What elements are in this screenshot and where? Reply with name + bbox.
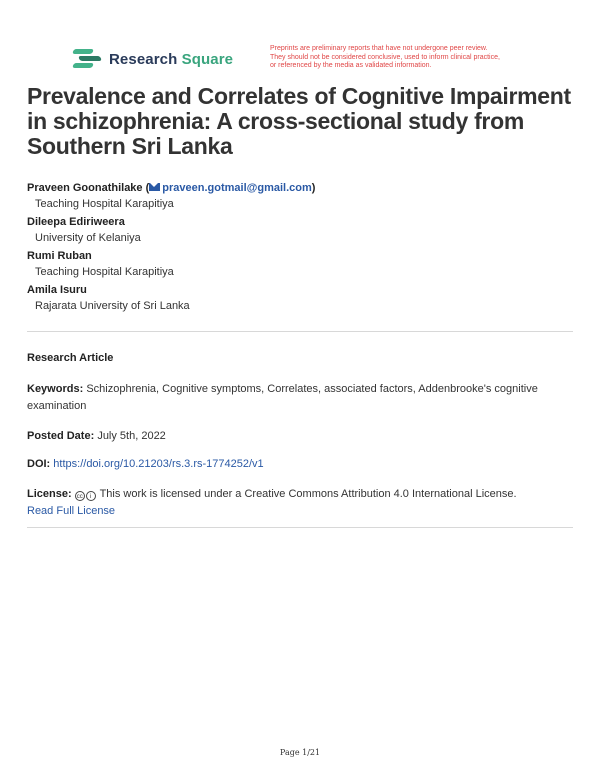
creative-commons-icon: cc: [75, 491, 85, 501]
author-item: Praveen Goonathilake ( praveen.gotmail@gmail.com) Teaching Hospital Karapitiya: [27, 180, 577, 213]
attribution-icon: i: [86, 491, 96, 501]
author-name: Praveen Goonathilake: [27, 182, 143, 194]
keywords: [27, 381, 573, 415]
author-item: [27, 214, 577, 247]
notice-line: Preprints are preliminary reports that have not undergone peer review.: [270, 45, 488, 52]
article-type: [27, 350, 573, 367]
keywords-label: Keywords:: [27, 383, 84, 395]
author-affiliation: Teaching Hospital Karapitiya: [35, 266, 174, 278]
license-text: This work is licensed under a Creative Commons Attribution 4.0 International License.: [99, 488, 517, 500]
author-name: Amila Isuru: [27, 284, 87, 296]
envelope-icon: [149, 183, 160, 191]
article-title: Prevalence and Correlates of Cognitive Impairment in schizophrenia: A cross-sectional study from Southern Sri Lanka: [27, 83, 571, 159]
doi-label: DOI:: [27, 458, 51, 470]
preprint-notice: [270, 45, 570, 71]
article-type-label: Research Article: [27, 352, 114, 364]
notice-line: or referenced by the media as validated information.: [270, 62, 432, 69]
license-label: License:: [27, 488, 72, 500]
author-affiliation: Teaching Hospital Karapitiya: [35, 198, 174, 210]
author-name: Dileepa Ediriweera: [27, 216, 125, 228]
divider: [27, 331, 573, 332]
brand-name-part2: Square: [181, 50, 234, 68]
author-list: [27, 180, 577, 316]
header: [0, 0, 600, 80]
doi: [27, 456, 573, 473]
research-square-logo[interactable]: [73, 48, 233, 70]
license: [27, 486, 573, 520]
posted-date: [27, 428, 573, 445]
author-email-link[interactable]: [149, 182, 312, 194]
author-name: Rumi Ruban: [27, 250, 92, 262]
author-item: [27, 282, 577, 315]
author-affiliation: Rajarata University of Sri Lanka: [35, 300, 190, 312]
divider: [27, 527, 573, 528]
posted-date-value: July 5th, 2022: [97, 430, 166, 442]
author-email: praveen.gotmail@gmail.com: [162, 182, 312, 194]
author-affiliation: University of Kelaniya: [35, 232, 141, 244]
brand-name: [109, 51, 233, 68]
research-square-logo-icon: [73, 48, 101, 70]
page-number: Page 1/21: [279, 748, 321, 757]
notice-line: They should not be considered conclusive, used to inform clinical practice,: [270, 53, 500, 61]
keywords-value: Schizophrenia, Cognitive symptoms, Correlates, associated factors, Addenbrooke's cognitive examination: [27, 383, 538, 412]
brand-name-part1: Research: [109, 50, 178, 68]
author-item: [27, 248, 577, 281]
doi-link[interactable]: https://doi.org/10.21203/rs.3.rs-1774252/v1: [53, 458, 264, 470]
read-full-license-link[interactable]: Read Full License: [27, 505, 116, 517]
posted-date-label: Posted Date:: [27, 430, 95, 442]
